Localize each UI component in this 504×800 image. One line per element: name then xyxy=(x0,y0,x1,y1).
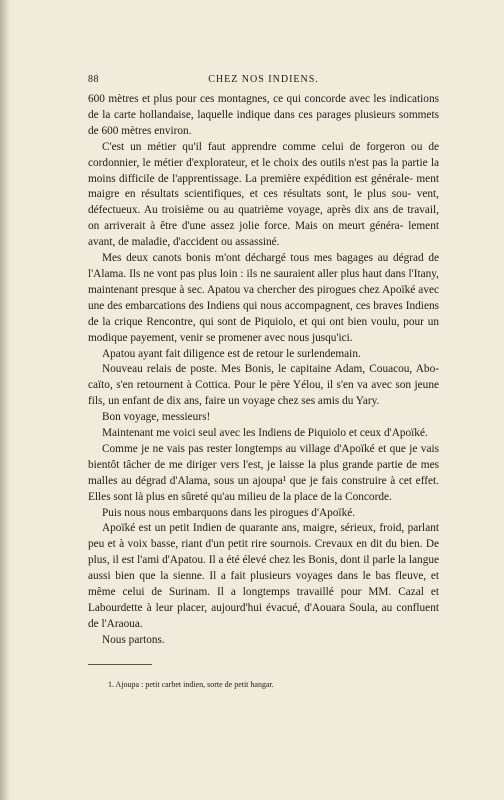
paragraph: Maintenant me voici seul avec les Indiens de Piquiolo et ceux d'Apoïké. xyxy=(102,427,428,440)
running-title: CHEZ NOS INDIENS. xyxy=(208,74,319,85)
page-number: 88 xyxy=(88,74,99,85)
paragraph: Apoïké est un petit Indien de quarante ans, maigre, sérieux, froid, parlant peu et à voix basse, riant d'un petit rire sournois. Crevaux en dit du bien. De plus, il est l'ami d'Apatou. Il a été élevé chez les Bonis, dont il parle la langue aussi bien que la sienne. Il a fait plusieurs voyages dans le bas fleuve, et même celui de Surinam. Il a longtemps travaillé pour MM. Cazal et Labourdette à leur placer, aujourd'hui évacué, d'Aouara Soula, au confluent de l'Araoua. xyxy=(88,522,439,630)
body-text xyxy=(88,92,439,649)
paragraph: C'est un métier qu'il faut apprendre comme celui de forgeron ou de cordonnier, le métier d'explorateur, et le choix des outils n'est pas la partie la moins difficile de l'apprentissage. La première expédition est générale- ment maigre en résultats scientifiques, et ces résultats sont, le plus sou- vent, défectueux. Au troisième ou au quatrième voyage, après dix ans de travail, on arriverait à être d'une assez jolie force. Mais on meurt généra- lement avant, de maladie, d'accident ou assassiné. xyxy=(88,140,439,249)
paragraph: Mes deux canots bonis m'ont déchargé tous mes bagages au dégrad de l'Alama. Ils ne vont pas plus loin : ils ne sauraient aller plus haut dans l'Itany, maintenant presque à sec. Apatou va chercher des pirogues chez Apoïké avec une des embarcations des Indiens qui nous accompagnent, ces braves Indiens de la crique Rencontre, qui sont de Piquiolo, et qui ont bien voulu, pour un modique payement, venir se promener avec nous jusqu'ici. xyxy=(88,252,439,344)
paragraph: Nous partons. xyxy=(102,633,165,646)
footnote: 1. Ajoupa : petit carbet indien, sorte de petit hangar. xyxy=(108,680,274,689)
paragraph: 600 mètres et plus pour ces montagnes, ce qui concorde avec les indications de la carte hollandaise, laquelle indique dans ces parages plusieurs sommets de 600 mètres environ. xyxy=(88,93,439,137)
paragraph: Apatou ayant fait diligence est de retour le surlendemain. xyxy=(102,347,361,360)
paragraph: Bon voyage, messieurs! xyxy=(102,411,211,424)
paragraph: Comme je ne vais pas rester longtemps au village d'Apoïké et que je vais bientôt tâcher de me diriger vers l'est, je laisse la plus grande partie de mes malles au dégrad d'Alama, sous un ajoupa¹ que je fais construire à cet effet. Elles sont là plus en sûreté qu'au milieu de la place de la Concorde. xyxy=(88,442,439,503)
page-header xyxy=(88,73,439,87)
paragraph: Puis nous nous embarquons dans les pirogues d'Apoïké. xyxy=(102,506,356,519)
footnote-rule xyxy=(88,664,152,665)
paragraph: Nouveau relais de poste. Mes Bonis, le capitaine Adam, Couacou, Abo- caïto, s'en retournent à Cottica. Pour le père Yélou, il s'en va avec son jeune fils, un enfant de dix ans, faire un voyage chez ses amis du Yary. xyxy=(88,363,439,408)
